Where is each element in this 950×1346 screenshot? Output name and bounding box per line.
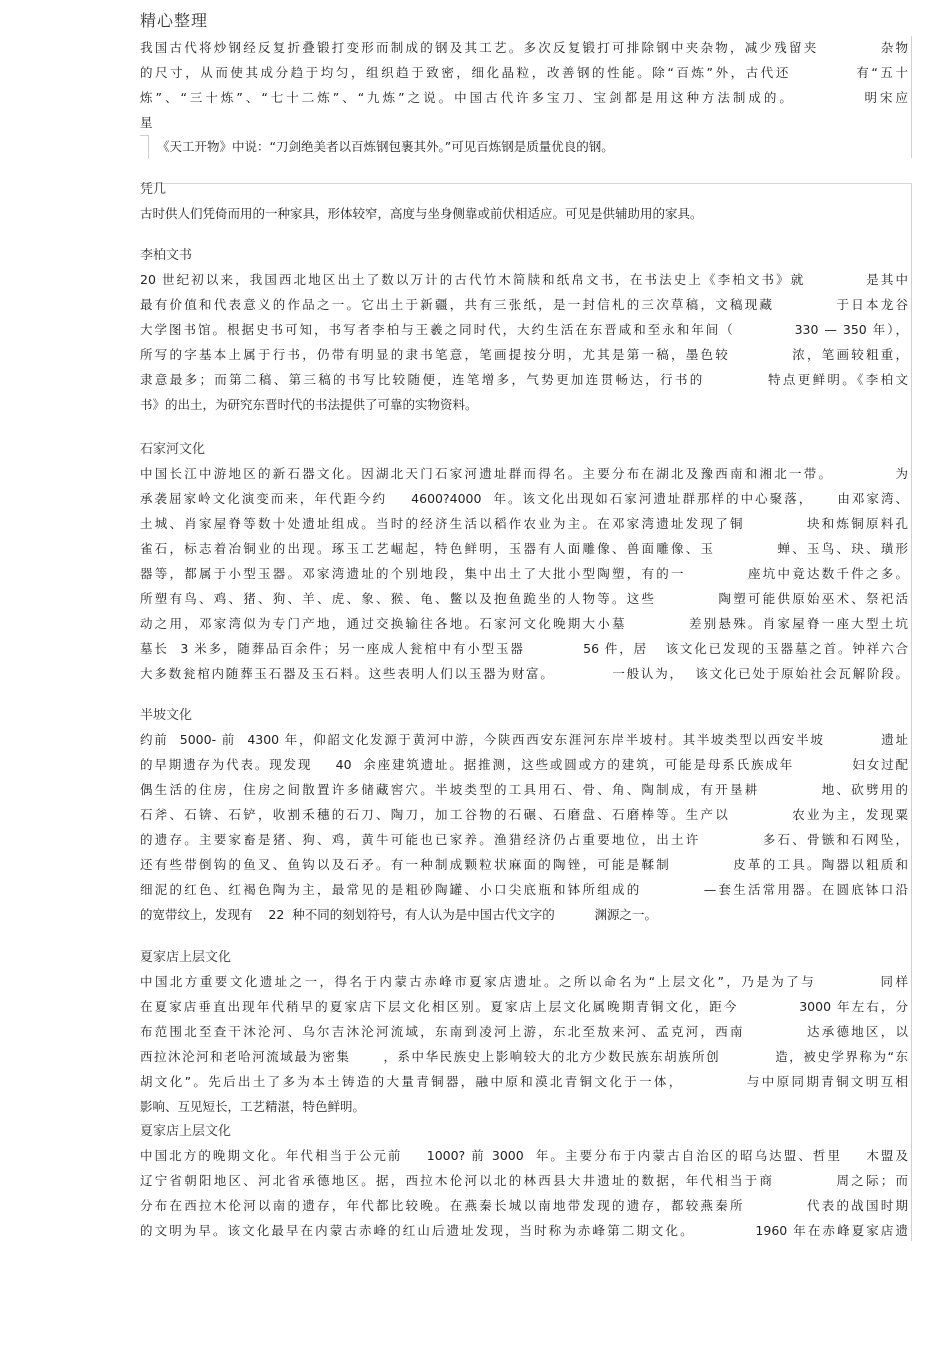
body-line: 雀石，标志着冶铜业的出现。琢玉工艺崛起，特色鲜明，玉器有人面雕像、兽面雕像、玉 蝉、玉鸟、玦、璜形	[140, 541, 908, 556]
body-line: 所塑有鸟、鸡、猪、狗、羊、虎、象、猴、龟、鳖以及抱鱼跪坐的人物等。这些 陶塑可能供原始巫术、祭祀活	[140, 591, 908, 606]
body-line: 还有些带倒钩的鱼叉、鱼钩以及石矛。有一种制成颗粒状麻面的陶锉，可能是鞣制 皮革的工具。陶器以粗质和	[140, 857, 908, 872]
body-line: 的早期遗存为代表。现发现 40 余座建筑遗址。据推测，这些或圆或方的建筑，可能是母系氏族成年 妇女过配	[140, 757, 908, 772]
body-line: 大学图书馆。根据史书可知，书写者李柏与王羲之同时代，大约生活在东晋咸和至永和年间（ 330 — 350 年），	[140, 322, 908, 337]
body-line: 我国古代将炒钢经反复折叠锻打变形而制成的钢及其工艺。多次反复锻打可排除钢中夹杂物，减少残留夹 杂物	[140, 40, 908, 55]
body-line: 的宽带纹上，发现有 22 种不同的刻划符号，有人认为是中国古代文字的 渊源之一。	[140, 907, 657, 922]
section-title: 夏家店上层文化	[140, 1124, 232, 1139]
section-shijiahe	[140, 439, 908, 686]
body-line: 动之用，邓家湾似为专门产地，通过交换输往各地。石家河文化晚期大小墓 差别悬殊。肖家屋脊一座大型土坑	[140, 616, 908, 631]
right-margin-line-main	[911, 183, 912, 1241]
body-line: 的尺寸，从而使其成分趋于均匀，组织趋于致密，细化晶粒，改善钢的性能。除“百炼”外，古代还 有“五十	[140, 65, 908, 80]
body-line: 布范围北至查干沐沦河、乌尔吉沐沦河流域，东南到凌河上游，东北至敖来河、孟克河，西南 达承德地区，以	[140, 1024, 908, 1039]
section-xiajiadian-2	[140, 1121, 908, 1243]
body-line: 星	[140, 115, 153, 130]
body-line: 承袭屈家岭文化演变而来，年代距今约 4600?4000 年。该文化出现如石家河遗址群那样的中心聚落， 由邓家湾、	[140, 491, 908, 506]
body-line: 20 世纪初以来，我国西北地区出土了数以万计的古代竹木简牍和纸帛文书，在书法史上《李柏文书》就 是其中	[140, 272, 908, 287]
body-line: 在夏家店垂直出现年代稍早的夏家店下层文化相区别。夏家店上层文化属晚期青铜文化，距今 3000 年左右，分	[140, 999, 908, 1014]
body-line: 影响、互见短长，工艺精湛，特色鲜明。	[140, 1099, 366, 1114]
right-margin-line-top	[911, 36, 912, 158]
section-pingji	[140, 179, 908, 226]
body-line: 的遗存。主要家畜是猪、狗、鸡，黄牛可能也已家养。渔猎经济仍占重要地位，出土许 多石、骨镞和石网坠，	[140, 832, 908, 847]
body-line: 隶意最多；而第二稿、第三稿的书写比较随便，连笔增多，气势更加连贯畅达，行书的 特点更鲜明。《李柏文	[140, 372, 908, 387]
body-line: 西拉沐沦河和老哈河流域最为密集 ，系中华民族史上影响较大的北方少数民族东胡族所创 造，被史学界称为“东	[140, 1049, 908, 1064]
section-title: 夏家店上层文化	[140, 950, 232, 965]
body-line: 石斧、石锛、石铲，收割禾穗的石刀、陶刀，加工谷物的石碾、石磨盘、石磨棒等。生产以 农业为主，发现粟	[140, 807, 908, 822]
body-line: 中国长江中游地区的新石器文化。因湖北天门石家河遗址群而得名。主要分布在湖北及豫西南和湘北一带。 为	[140, 466, 908, 481]
body-line: 书》的出土，为研究东晋时代的书法提供了可靠的实物资料。	[140, 397, 478, 412]
quote-bracket	[140, 135, 148, 136]
section-libowenshu	[140, 245, 908, 417]
body-line: 所写的字基本上属于行书，仍带有明显的隶书笔意，笔画提按分明，尤其是第一稿，墨色较 浓，笔画较粗重，	[140, 347, 908, 362]
body-line: 的文明为早。该文化最早在内蒙古赤峰的红山后遗址发现，当时称为赤峰第二期文化。 1960 年在赤峰夏家店遗	[140, 1223, 908, 1238]
body-line: 最有价值和代表意义的作品之一。它出土于新疆，共有三张纸，是一封信札的三次草稿，文稿现藏 于日本龙谷	[140, 297, 908, 312]
section-title: 李柏文书	[140, 248, 193, 263]
body-line: 辽宁省朝阳地区、河北省承德地区。据，西拉木伦河以北的林西县大井遗址的数据，年代相当于商 周之际；而	[140, 1173, 908, 1188]
body-line: 中国北方的晚期文化。年代相当于公元前 1000? 前 3000 年。主要分布于内蒙古自治区的昭乌达盟、哲里 木盟及	[140, 1148, 908, 1163]
section-title: 凭几	[140, 182, 167, 197]
body-line: 胡文化”。先后出土了多为本土铸造的大量青铜器，融中原和漠北青铜文化于一体， 与中原同期青铜文明互相	[140, 1074, 908, 1089]
body-line: 偶生活的住房，住房之间散置许多储藏窖穴。半坡类型的工具用石、骨、角、陶制成，有开垦耕 地、砍劈用的	[140, 782, 908, 797]
body-line: 炼”、“三十炼”、“七十二炼”、“九炼”之说。中国古代许多宝刀、宝剑都是用这种方法制成的。 明宋应	[140, 90, 908, 105]
page-header: 精心整理	[140, 11, 209, 30]
body-line: 器等，都属于小型玉器。邓家湾遗址的个别地段，集中出土了大批小型陶塑，有的一 座坑中竟达数千件之多。	[140, 566, 908, 581]
body-line: 中国北方重要文化遗址之一，得名于内蒙古赤峰市夏家店遗址。之所以命名为“上层文化”，乃是为了与 同样	[140, 974, 908, 989]
body-line: 分布在西拉木伦河以南的遗存，年代都比较晚。在燕秦长城以南地带发现的遗存，都较燕秦所 代表的战国时期	[140, 1198, 908, 1213]
body-line: 大多数瓮棺内随葬玉石器及玉石料。这些表明人们以玉器为财富。 一般认为， 该文化已处于原始社会瓦解阶段。	[140, 666, 908, 681]
section-xiajiadian-upper	[140, 947, 908, 1119]
body-line: 古时供人们凭倚而用的一种家具，形体较窄，高度与坐身侧靠或前伏相适应。可见是供辅助用的家具。	[140, 206, 703, 221]
section-banpo	[140, 705, 908, 927]
section-title: 半坡文化	[140, 708, 193, 723]
section-steel	[140, 35, 908, 135]
body-line: 约前 5000- 前 4300 年，仰韶文化发源于黄河中游，今陕西西安东涯河东岸半坡村。其半坡类型以西安半坡 遗址	[140, 732, 908, 747]
body-line: 墓长 3 米多，随葬品百余件；另一座成人瓮棺中有小型玉器 56 件，居 该文化已发现的玉器墓之首。钟祥六合	[140, 641, 908, 656]
section-title: 石家河文化	[140, 442, 206, 457]
body-line: 土城、肖家屋脊等数十处遗址组成。当时的经济生活以稻作农业为主。在邓家湾遗址发现了铜 块和炼铜原料孔	[140, 516, 908, 531]
quote-line: 《天工开物》中说：“刀剑绝美者以百炼钢包裹其外。”可见百炼钢是质量优良的钢。	[148, 135, 677, 159]
body-line: 细泥的红色、红褐色陶为主，最常见的是粗砂陶罐、小口尖底瓶和钵所组成的 —套生活常用器。在圆底钵口沿	[140, 882, 908, 897]
